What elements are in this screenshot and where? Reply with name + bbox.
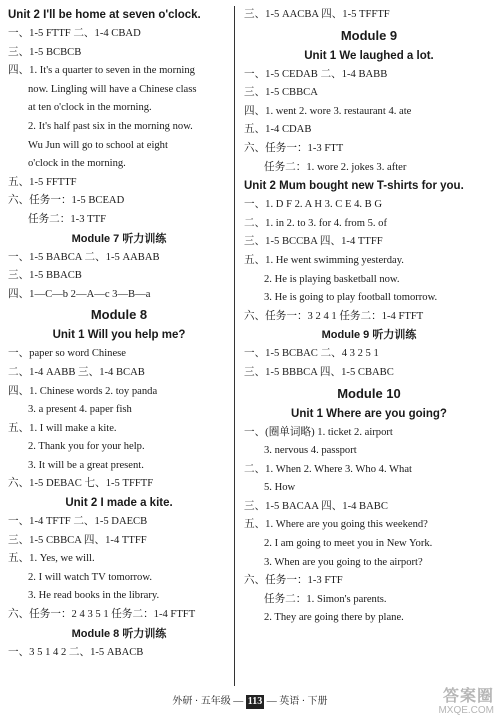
answer-line: 四、1. Chinese words 2. toy panda xyxy=(8,385,158,397)
answer-line: 五、1. Where are you going this weekend? xyxy=(244,519,428,531)
answer-line: 3. He is going to play football tomorrow. xyxy=(264,292,438,304)
answer-line: 五、1. Yes, we will. xyxy=(8,553,95,565)
answer-line: 六、1-5 DEBAC 七、1-5 TFFTF xyxy=(8,478,154,490)
unit-heading: Unit 1 Where are you going? xyxy=(291,407,447,420)
answer-line: 任务二：1-3 TTF xyxy=(28,213,106,225)
answer-line: 3. a present 4. paper fish xyxy=(28,404,132,416)
answer-line: 三、1-5 BCCBA 四、1-4 TTFF xyxy=(244,236,383,248)
answer-line: 五、1-4 CDAB xyxy=(244,124,312,136)
unit-heading: Unit 1 We laughed a lot. xyxy=(304,49,434,62)
answer-line: 2. Thank you for your help. xyxy=(28,441,145,453)
answer-line: 一、1-4 TFTF 二、1-5 DAECB xyxy=(8,516,148,528)
answer-line: 一、1-5 FTTF 二、1-4 CBAD xyxy=(8,28,141,39)
answer-line: Wu Jun will go to school at eight xyxy=(28,139,168,151)
answer-line: 2. I will watch TV tomorrow. xyxy=(28,571,152,583)
answer-line: 六、任务一：1-5 BCEAD xyxy=(8,195,125,207)
answer-line: 5. How xyxy=(264,482,296,494)
answer-line: 三、1-5 BBBCA 四、1-5 CBABC xyxy=(244,366,394,378)
module-heading: Module 10 xyxy=(337,385,401,401)
answer-line: 任务二：1. Simon's parents. xyxy=(264,593,387,605)
answer-line: 五、1-5 FFTTF xyxy=(8,176,77,188)
answer-line: 六、任务一：1-3 FTF xyxy=(244,575,343,587)
answer-line: 3. nervous 4. passport xyxy=(264,445,357,457)
module-heading: Module 9 xyxy=(340,27,398,43)
watermark-logo xyxy=(410,688,494,718)
answer-line: o'clock in the morning. xyxy=(28,158,126,170)
answer-line: 五、1. I will make a kite. xyxy=(8,422,117,434)
answer-line: 3. It will be a great present. xyxy=(28,459,144,471)
unit-heading: Unit 2 I'll be home at seven o'clock. xyxy=(8,9,201,21)
unit-heading: Unit 1 Will you help me? xyxy=(52,329,186,342)
answer-line: 三、1-5 BACAA 四、1-4 BABC xyxy=(244,500,388,512)
answer-line: now. Lingling will have a Chinese class xyxy=(28,83,197,95)
answer-line: 一、1-5 BABCA 二、1-5 AABAB xyxy=(8,251,160,263)
answer-line: 一、(圈单词略) 1. ticket 2. airport xyxy=(244,426,393,438)
module-heading: Module 8 xyxy=(90,307,148,323)
answer-line: at ten o'clock in the morning. xyxy=(28,102,152,114)
answer-line: 一、1. D F 2. A H 3. C E 4. B G xyxy=(244,199,383,211)
answer-line: 二、1. in 2. to 3. for 4. from 5. of xyxy=(244,217,387,229)
watermark-top-text: 答案圈 xyxy=(442,688,494,705)
answer-line: 2. I am going to meet you in New York. xyxy=(264,538,433,550)
answer-line: 一、1-5 BCBAC 二、4 3 2 5 1 xyxy=(244,348,379,360)
column-divider xyxy=(234,6,235,686)
answer-line: 六、任务一：2 4 3 5 1 任务二：1-4 FTFT xyxy=(8,609,196,621)
answer-line: 三、1-5 CBBCA 四、1-4 TTFF xyxy=(8,534,147,546)
answer-line: 一、paper so word Chinese xyxy=(8,348,126,360)
answer-line: 六、任务一：1-3 FTT xyxy=(244,142,344,154)
answer-line: 四、1. went 2. wore 3. restaurant 4. ate xyxy=(244,105,412,117)
answer-line: 六、任务一：3 2 4 1 任务二：1-4 FTFT xyxy=(244,310,424,322)
answer-line: 三、1-5 BBACB xyxy=(8,270,82,282)
listening-section-heading: Module 7 听力训练 xyxy=(71,232,167,245)
unit-heading: Unit 2 I made a kite. xyxy=(65,497,173,510)
answer-line: 四、1. It's a quarter to seven in the morning xyxy=(8,65,195,77)
footer-left-text: 外研 · 五年级 — xyxy=(172,696,244,707)
answer-line: 三、1-5 CBBCA xyxy=(244,87,318,99)
answer-line: 五、1. He went swimming yesterday. xyxy=(244,254,404,266)
answer-line: 四、1—C—b 2—A—c 3—B—a xyxy=(8,288,151,300)
page-number: 113 xyxy=(247,696,263,707)
listening-section-heading: Module 8 听力训练 xyxy=(71,627,167,640)
answer-line: 3. He read books in the library. xyxy=(28,590,160,602)
left-column xyxy=(8,6,230,662)
answer-line: 3. When are you going to the airport? xyxy=(264,556,423,568)
unit-heading: Unit 2 Mum bought new T-shirts for you. xyxy=(244,180,464,193)
answer-line: 二、1. When 2. Where 3. Who 4. What xyxy=(244,463,412,475)
answer-line: 一、3 5 1 4 2 二、1-5 ABACB xyxy=(8,646,144,658)
answer-line: 2. He is playing basketball now. xyxy=(264,273,400,285)
watermark-bottom-text: MXQE.COM xyxy=(438,705,494,716)
answer-line: 三、1-5 BCBCB xyxy=(8,46,82,58)
answer-line: 三、1-5 AACBA 四、1-5 TFFTF xyxy=(244,9,390,20)
answer-line: 任务二：1. wore 2. jokes 3. after xyxy=(264,161,407,173)
listening-section-heading: Module 9 听力训练 xyxy=(321,329,417,342)
answer-line: 2. They are going there by plane. xyxy=(264,612,404,624)
answer-line: 一、1-5 CEDAB 二、1-4 BABB xyxy=(244,68,388,80)
answer-line: 2. It's half past six in the morning now. xyxy=(28,120,193,132)
footer-right-text: — 英语 · 下册 xyxy=(266,696,328,707)
right-column xyxy=(244,6,494,628)
answer-line: 二、1-4 AABB 三、1-4 BCAB xyxy=(8,366,145,378)
